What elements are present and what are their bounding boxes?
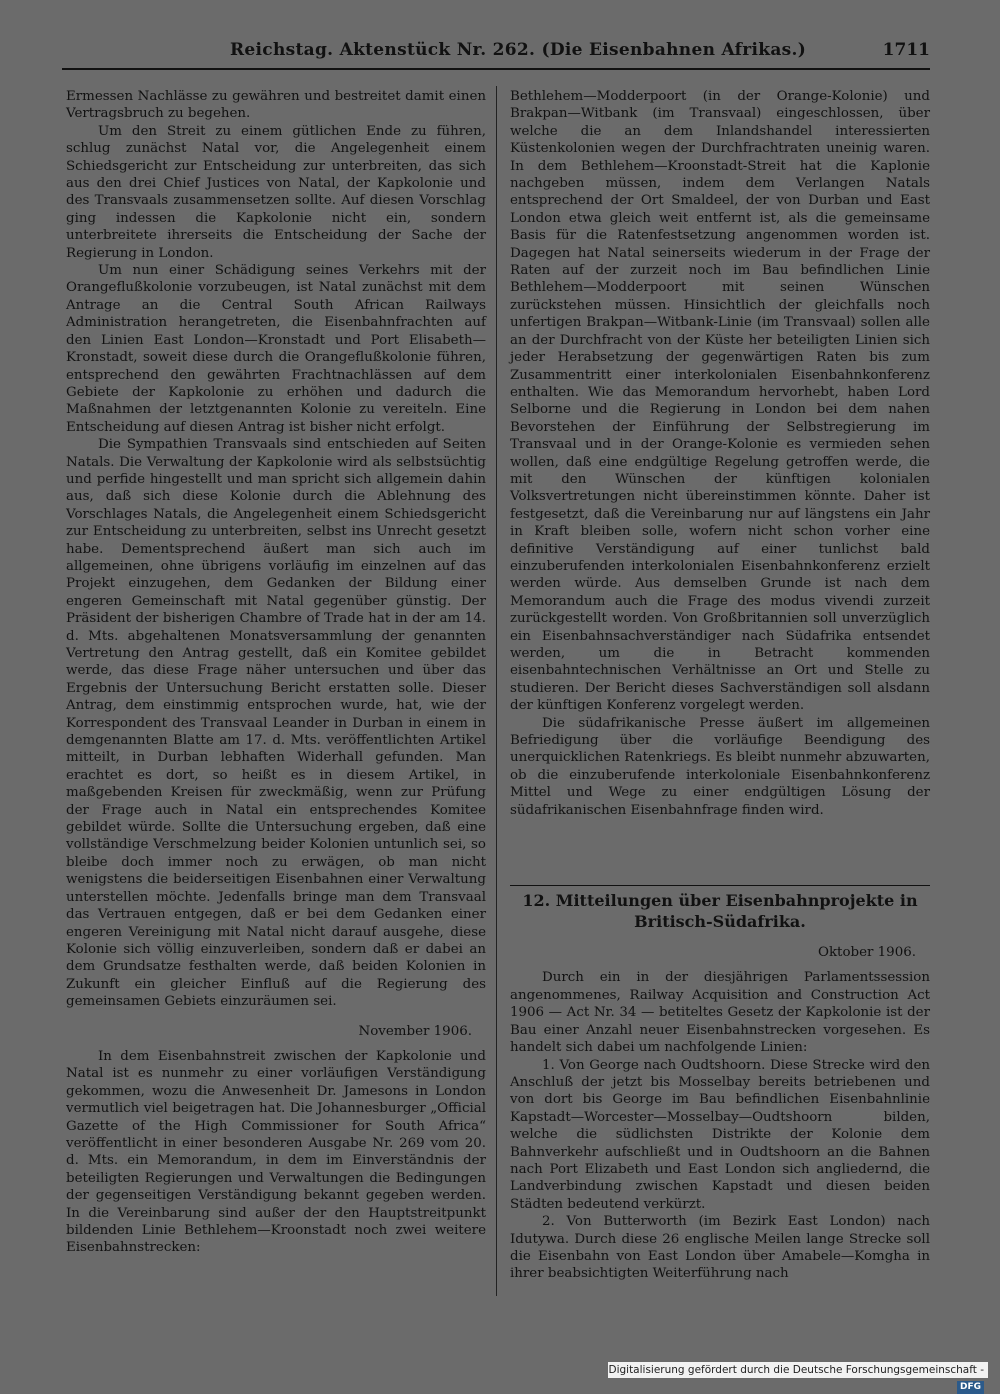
page-header [62,38,930,70]
dfg-logo: DFG [957,1381,984,1394]
footer-credit [608,1362,988,1392]
paragraph: Die südafrikanische Presse äußert im allgemeinen Befriedigung über die vorläufige Beendigung des unerquicklichen Ratenkriegs. Es bleibt nunmehr abzuwarten, ob die einzuberufende interkoloniale Eisenbahnkonferenz Mittel und Wege zu einer endgültigen Lösung der südafrikanischen Eisenbahnfrage finden wird. [510,715,930,818]
paragraph: Ermessen Nachlässe zu gewähren und bestreitet damit einen Vertragsbruch zu begehen. [66,89,486,122]
paragraph: Die Sympathien Transvaals sind entschieden auf Seiten Natals. Die Verwaltung der Kapkolonie wird als selbstsüchtig und perfide hingestellt und man spricht sich allgemein dahin aus, daß sich diese Kolonie durch die Ablehnung des Vorschlages Natals, die Angelegenheit einem Schiedsgericht zur Entscheidung zu unterbreiten, selbst ins Unrecht gesetzt habe. Dementsprechend äußert man sich auch im allgemeinen, ohne übrigens vorläufig im einzelnen auf das Projekt einzugehen, dem Gedanken der Bildung einer engeren Gemeinschaft mit Natal gegenüber günstig. Der Präsident der bisherigen Chambre of Trade hat in der am 14. d. Mts. abgehaltenen Monatsversammlung der genannten Vertretung den Antrag gestellt, daß ein Komitee gebildet werde, das diese Frage näher untersuchen und über das Ergebnis der Untersuchung Bericht erstatten solle. Dieser Antrag, dem einstimmig entsprochen wurde, hat, wie der Korrespondent des Transvaal Leander in Durban in einem in demgenannten Blatte am 17. d. Mts. veröffentlichten Artikel mitteilt, in Durban lebhaften Widerhall gefunden. Man erachtet es dort, so heißt es in diesem Artikel, in maßgebenden Kreisen für zweckmäßig, wenn zur Prüfung der Frage auch in Natal ein entsprechendes Komitee gebildet würde. Sollte die Untersuchung ergeben, daß eine vollständige Verschmelzung beider Kolonien untunlich sei, so bleibe doch immer noch zu erwägen, ob man nicht wenigstens die beiderseitigen Eisenbahnen einer Verwaltung unterstellen möchte. Jedenfalls bringe man dem Transvaal das Vertrauen entgegen, daß er bei dem Gedanken einer engeren Vereinigung mit Natal nicht darauf ausgehe, diese Kolonie sich völlig einzuverleiben, sondern daß er dabei an dem Grundsatze festhalten werde, daß beiden Kolonien in Zukunft ein gleicher Einfluß auf die Regierung des gemeinsamen Gebiets einzuräumen sei. [66,437,486,1010]
paragraph: In dem Eisenbahnstreit zwischen der Kapkolonie und Natal ist es nunmehr zu einer vorläufigen Verständigung gekommen, wozu die Anwesenheit Dr. Jamesons in London vermutlich viel beigetragen hat. Die Johannesburger „Official Gazette of the High Commissioner for South Africa“ veröffentlicht in einer besonderen Ausgabe Nr. 269 vom 20. d. Mts. ein Memorandum, in dem im Einverständnis der beteiligten Regierungen und Verwaltungen die Bedingungen der gegenseitigen Verständigung bekannt gegeben werden. In die Vereinbarung sind außer der den Hauptstreitpunkt bildenden Linie Bethlehem—Kroonstadt noch zwei weitere Eisenbahnstrecken: [66,1048,486,1256]
section-title: 12. Mitteilungen über Eisenbahnprojekte in Britisch-Südafrika. [510,885,930,932]
paragraph: Bethlehem—Modderpoort (in der Orange-Kolonie) und Brakpan—Witbank (im Transvaal) eingeschlossen, über welche die an dem Inlandshandel interessierten Küstenkolonien wegen der Durchfrachtraten uneinig waren. In dem Bethlehem—Kroonstadt-Streit hat die Kaplonie nachgeben müssen, indem dem Verlangen Natals entsprechend der Ort Smaldeel, der von Durban und East London etwa gleich weit entfernt ist, als die gemeinsame Basis für die Ratenfestsetzung angenommen worden ist. Dagegen hat Natal seinerseits wiederum in der Frage der Raten auf der zurzeit noch im Bau befindlichen Linie Bethlehem—Modderpoort mit seinen Wünschen zurückstehen müssen. Hinsichtlich der gleichfalls noch unfertigen Brakpan—Witbank-Linie (im Transvaal) sollen alle an der Durchfracht von der Küste her beteiligten Linien sich jeder Herabsetzung der gegenwärtigen Raten bis zum Zusammentritt einer interkolonialen Eisenbahnkonferenz enthalten. Wie das Memorandum hervorhebt, haben Lord Selborne und die Regierung in London bei dem nahen Bevorstehen der Einführung der Selbstregierung im Transvaal und in der Orange-Kolonie es vermieden sehen wollen, daß eine endgültige Regelung getroffen werde, die mit den Wünschen der künftigen kolonialen Volksvertretungen nicht übereinstimmen könnte. Daher ist festgesetzt, daß die Vereinbarung nur auf längstens ein Jahr in Kraft bleiben solle, wofern nicht schon vorher eine definitive Verständigung auf einer tunlichst bald einzuberufenden interkolonialen Eisenbahnkonferenz erzielt werden würde. Aus demselben Grunde ist nach dem Memorandum auch die Frage des modus vivendi zurzeit zurückgestellt worden. Von Großbritannien soll unverzüglich ein Eisenbahnsachverständiger nach Südafrika entsendet werden, um die in Betracht kommenden eisenbahntechnischen Verhältnisse an Ort und Stelle zu studieren. Der Bericht dieses Sachverständigen soll alsdann der künftigen Konferenz vorgelegt werden. [510,89,930,714]
paragraph: Durch ein in der diesjährigen Parlamentssession angenommenes, Railway Acquisition and Construction Act 1906 — Act Nr. 34 — betiteltes Gesetz der Kapkolonie ist der Bau einer Anzahl neuer Eisenbahnstrecken vorgesehen. Es handelt sich dabei um nachfolgende Linien: [510,970,930,1056]
paragraph: 1. Von George nach Oudtshoorn. Diese Strecke wird den Anschluß der jetzt bis Mosselbay bereits betriebenen und von dort bis George im Bau befindlichen Eisenbahnlinie Kapstadt—Worcester—Mosselbay—Oudtshoorn bilden, welche die südlichsten Distrikte der Kolonie dem Bahnverkehr aufschließt und in Oudtshoorn an die Bahnen nach Port Elizabeth und East London sich angliedernd, die Landverbindung zwischen Kapstadt und diesen beiden Städten bedeutend verkürzt. [510,1057,930,1212]
right-column [510,88,930,1283]
dateline: November 1906. [358,1023,472,1039]
footer-text: Digitalisierung gefördert durch die Deutsche Forschungsgemeinschaft - [608,1364,984,1376]
paragraph: Um den Streit zu einem gütlichen Ende zu führen, schlug zunächst Natal vor, die Angelegenheit einem Schiedsgericht zur Entscheidung zur unterbreiten, das sich aus den drei Chief Justices von Natal, der Kapkolonie und des Transvaals zusammensetzen sollte. Auf diesen Vorschlag ging indessen die Kapkolonie nicht ein, sondern unterbreitete ihrerseits die Entscheidung der Sache der Regierung in London. [66,123,486,261]
dateline: Oktober 1906. [817,945,916,961]
running-title: Reichstag. Aktenstück Nr. 262. (Die Eisenbahnen Afrikas.) [230,40,807,60]
left-column [66,88,486,1257]
paragraph: 2. Von Butterworth (im Bezirk East London) nach Idutywa. Durch diese 26 englische Meilen lange Strecke soll die Eisenbahn von East London über Amabele—Komgha in ihrer beabsichtigten Weiterführung nach [510,1214,930,1282]
page-number: 1711 [882,40,930,60]
paragraph: Um nun einer Schädigung seines Verkehrs mit der Orangeflußkolonie vorzubeugen, ist Natal zunächst mit dem Antrage an die Central South African Railways Administration herangetreten, die Eisenbahnfrachten auf den Linien East London—Kronstadt und Port Elisabeth—Kronstadt, soweit diese durch die Orangeflußkolonie führen, entsprechend den gewährten Frachtnachlässen auf dem Gebiete der Kapkolonie zu erhöhen und dadurch die Maßnahmen der letztgenannten Kolonie zu vereiteln. Eine Entscheidung auf diesen Antrag ist bisher nicht erfolgt. [66,263,486,435]
column-divider [496,86,497,1296]
